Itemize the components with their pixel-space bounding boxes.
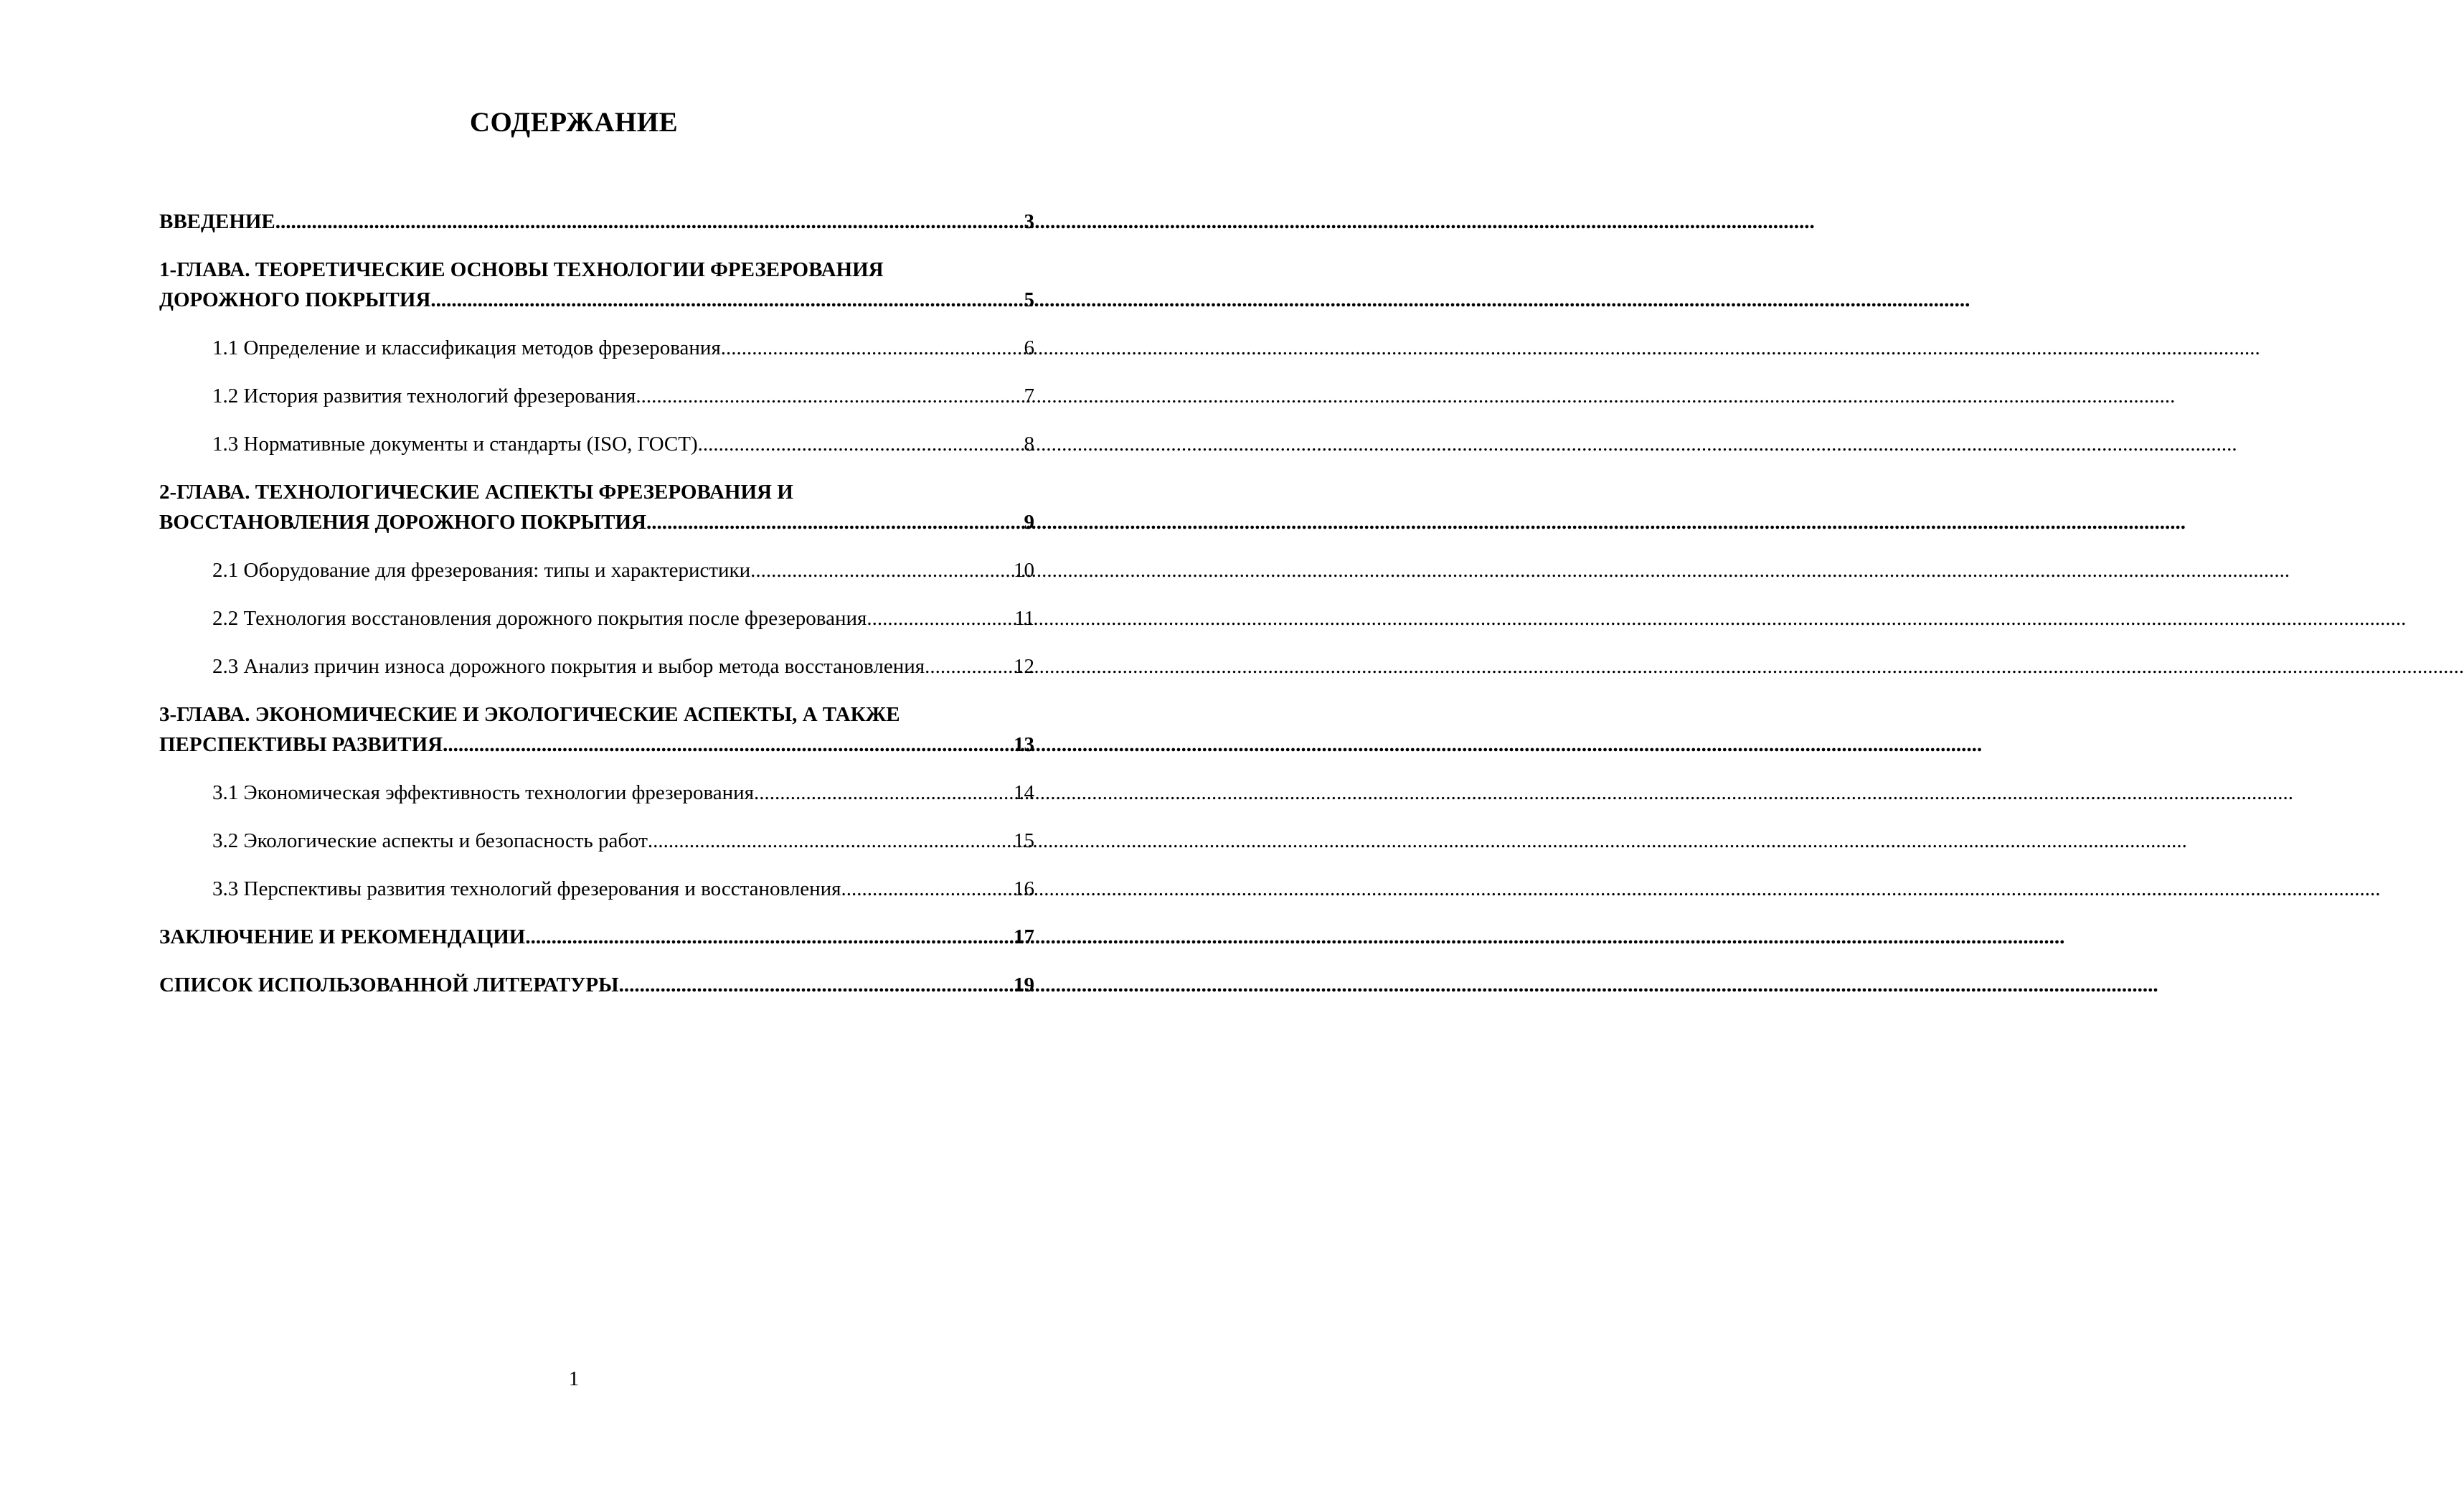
dot-leader bbox=[619, 970, 1014, 1000]
page-footer-number: 1 bbox=[568, 1367, 580, 1390]
toc-entry-section-3-1[interactable] bbox=[159, 778, 1034, 808]
table-of-contents bbox=[159, 207, 1034, 1018]
toc-entry-label-line-1: 1-ГЛАВА. ТЕОРЕТИЧЕСКИЕ ОСНОВЫ ТЕХНОЛОГИИ ФРЕЗЕРОВАНИЯ bbox=[159, 258, 884, 281]
toc-page-number: 12 bbox=[1014, 655, 1034, 678]
toc-page-number: 3 bbox=[1024, 210, 1034, 233]
dot-leader bbox=[867, 603, 1014, 633]
toc-entry-label-line-1: 2-ГЛАВА. ТЕХНОЛОГИЧЕСКИЕ АСПЕКТЫ ФРЕЗЕРОВАНИЯ И bbox=[159, 481, 793, 504]
dot-leader bbox=[443, 730, 1014, 760]
toc-entry-label: 1.2 История развития технологий фрезерования bbox=[212, 385, 636, 407]
toc-line bbox=[212, 826, 1034, 856]
toc-entry-label-line-1: 3-ГЛАВА. ЭКОНОМИЧЕСКИЕ И ЭКОЛОГИЧЕСКИЕ АСПЕКТЫ, А ТАКЖЕ bbox=[159, 703, 900, 726]
dot-leader bbox=[636, 381, 1024, 411]
dot-leader bbox=[525, 922, 1014, 952]
toc-entry-section-1-1[interactable] bbox=[159, 333, 1034, 363]
toc-line bbox=[212, 874, 1034, 904]
toc-line bbox=[212, 429, 1034, 459]
toc-entry-section-1-3[interactable] bbox=[159, 429, 1034, 459]
toc-entry-label: 2.1 Оборудование для фрезерования: типы и характеристики bbox=[212, 559, 751, 582]
toc-line bbox=[212, 778, 1034, 808]
toc-page-number: 11 bbox=[1014, 607, 1034, 630]
toc-entry-introduction[interactable] bbox=[159, 207, 1034, 237]
toc-entry-label: СПИСОК ИСПОЛЬЗОВАННОЙ ЛИТЕРАТУРЫ bbox=[159, 974, 619, 996]
dot-leader bbox=[925, 651, 1014, 682]
toc-line bbox=[212, 381, 1034, 411]
dot-leader bbox=[750, 555, 1014, 585]
toc-entry-section-2-2[interactable] bbox=[159, 603, 1034, 633]
toc-page-number: 13 bbox=[1014, 733, 1034, 756]
toc-page-number: 8 bbox=[1024, 433, 1034, 456]
toc-entry-label: 2.3 Анализ причин износа дорожного покрытия и выбор метода восстановления bbox=[212, 655, 925, 678]
toc-line bbox=[212, 651, 1034, 682]
toc-entry-chapter-2[interactable] bbox=[159, 477, 1034, 537]
toc-entry-section-1-2[interactable] bbox=[159, 381, 1034, 411]
toc-line bbox=[159, 285, 1034, 315]
toc-page-number: 9 bbox=[1024, 511, 1034, 534]
toc-entry-label: ЗАКЛЮЧЕНИЕ И РЕКОМЕНДАЦИИ bbox=[159, 925, 526, 948]
toc-line bbox=[159, 507, 1034, 537]
dot-leader bbox=[430, 285, 1024, 315]
toc-entry-label: 3.2 Экологические аспекты и безопасность работ bbox=[212, 829, 648, 852]
toc-entry-label: 3.1 Экономическая эффективность технологии фрезерования bbox=[212, 781, 755, 804]
toc-entry-label-line-2: ДОРОЖНОГО ПОКРЫТИЯ bbox=[159, 288, 431, 311]
toc-entry-references[interactable] bbox=[159, 970, 1034, 1000]
toc-page-number: 7 bbox=[1024, 385, 1034, 407]
toc-entry-label-line-2: ВОССТАНОВЛЕНИЯ ДОРОЖНОГО ПОКРЫТИЯ bbox=[159, 511, 646, 534]
dot-leader bbox=[698, 429, 1024, 459]
toc-line bbox=[212, 603, 1034, 633]
toc-entry-label: 3.3 Перспективы развития технологий фрезерования и восстановления bbox=[212, 877, 841, 900]
toc-page-number: 5 bbox=[1024, 288, 1034, 311]
toc-entry-chapter-3[interactable] bbox=[159, 699, 1034, 760]
page-title: СОДЕРЖАНИЕ bbox=[469, 107, 679, 138]
toc-line bbox=[159, 730, 1034, 760]
toc-entry-section-2-1[interactable] bbox=[159, 555, 1034, 585]
toc-page-number: 17 bbox=[1014, 925, 1034, 948]
toc-line bbox=[212, 333, 1034, 363]
toc-entry-label: 1.3 Нормативные документы и стандарты (ISO, ГОСТ) bbox=[212, 433, 698, 456]
toc-entry-section-3-3[interactable] bbox=[159, 874, 1034, 904]
toc-page-number: 14 bbox=[1014, 781, 1034, 804]
document-page bbox=[0, 0, 1148, 1485]
toc-page-number: 6 bbox=[1024, 336, 1034, 359]
dot-leader bbox=[646, 507, 1024, 537]
toc-page-number: 15 bbox=[1014, 829, 1034, 852]
toc-entry-section-2-3[interactable] bbox=[159, 651, 1034, 682]
dot-leader bbox=[754, 778, 1014, 808]
toc-page-number: 19 bbox=[1014, 974, 1034, 996]
toc-entry-label: 2.2 Технология восстановления дорожного покрытия после фрезерования bbox=[212, 607, 867, 630]
dot-leader bbox=[721, 333, 1024, 363]
dot-leader bbox=[275, 207, 1024, 237]
toc-line bbox=[159, 922, 1034, 952]
dot-leader bbox=[648, 826, 1014, 856]
toc-page-number: 10 bbox=[1014, 559, 1034, 582]
toc-entry-label: 1.1 Определение и классификация методов фрезерования bbox=[212, 336, 721, 359]
toc-entry-chapter-1[interactable] bbox=[159, 255, 1034, 315]
toc-page-number: 16 bbox=[1014, 877, 1034, 900]
toc-line bbox=[212, 555, 1034, 585]
toc-entry-section-3-2[interactable] bbox=[159, 826, 1034, 856]
dot-leader bbox=[841, 874, 1014, 904]
toc-line bbox=[159, 207, 1034, 237]
toc-line bbox=[159, 970, 1034, 1000]
toc-entry-label: ВВЕДЕНИЕ bbox=[159, 210, 275, 233]
toc-entry-label-line-2: ПЕРСПЕКТИВЫ РАЗВИТИЯ bbox=[159, 733, 443, 756]
toc-entry-conclusion[interactable] bbox=[159, 922, 1034, 952]
